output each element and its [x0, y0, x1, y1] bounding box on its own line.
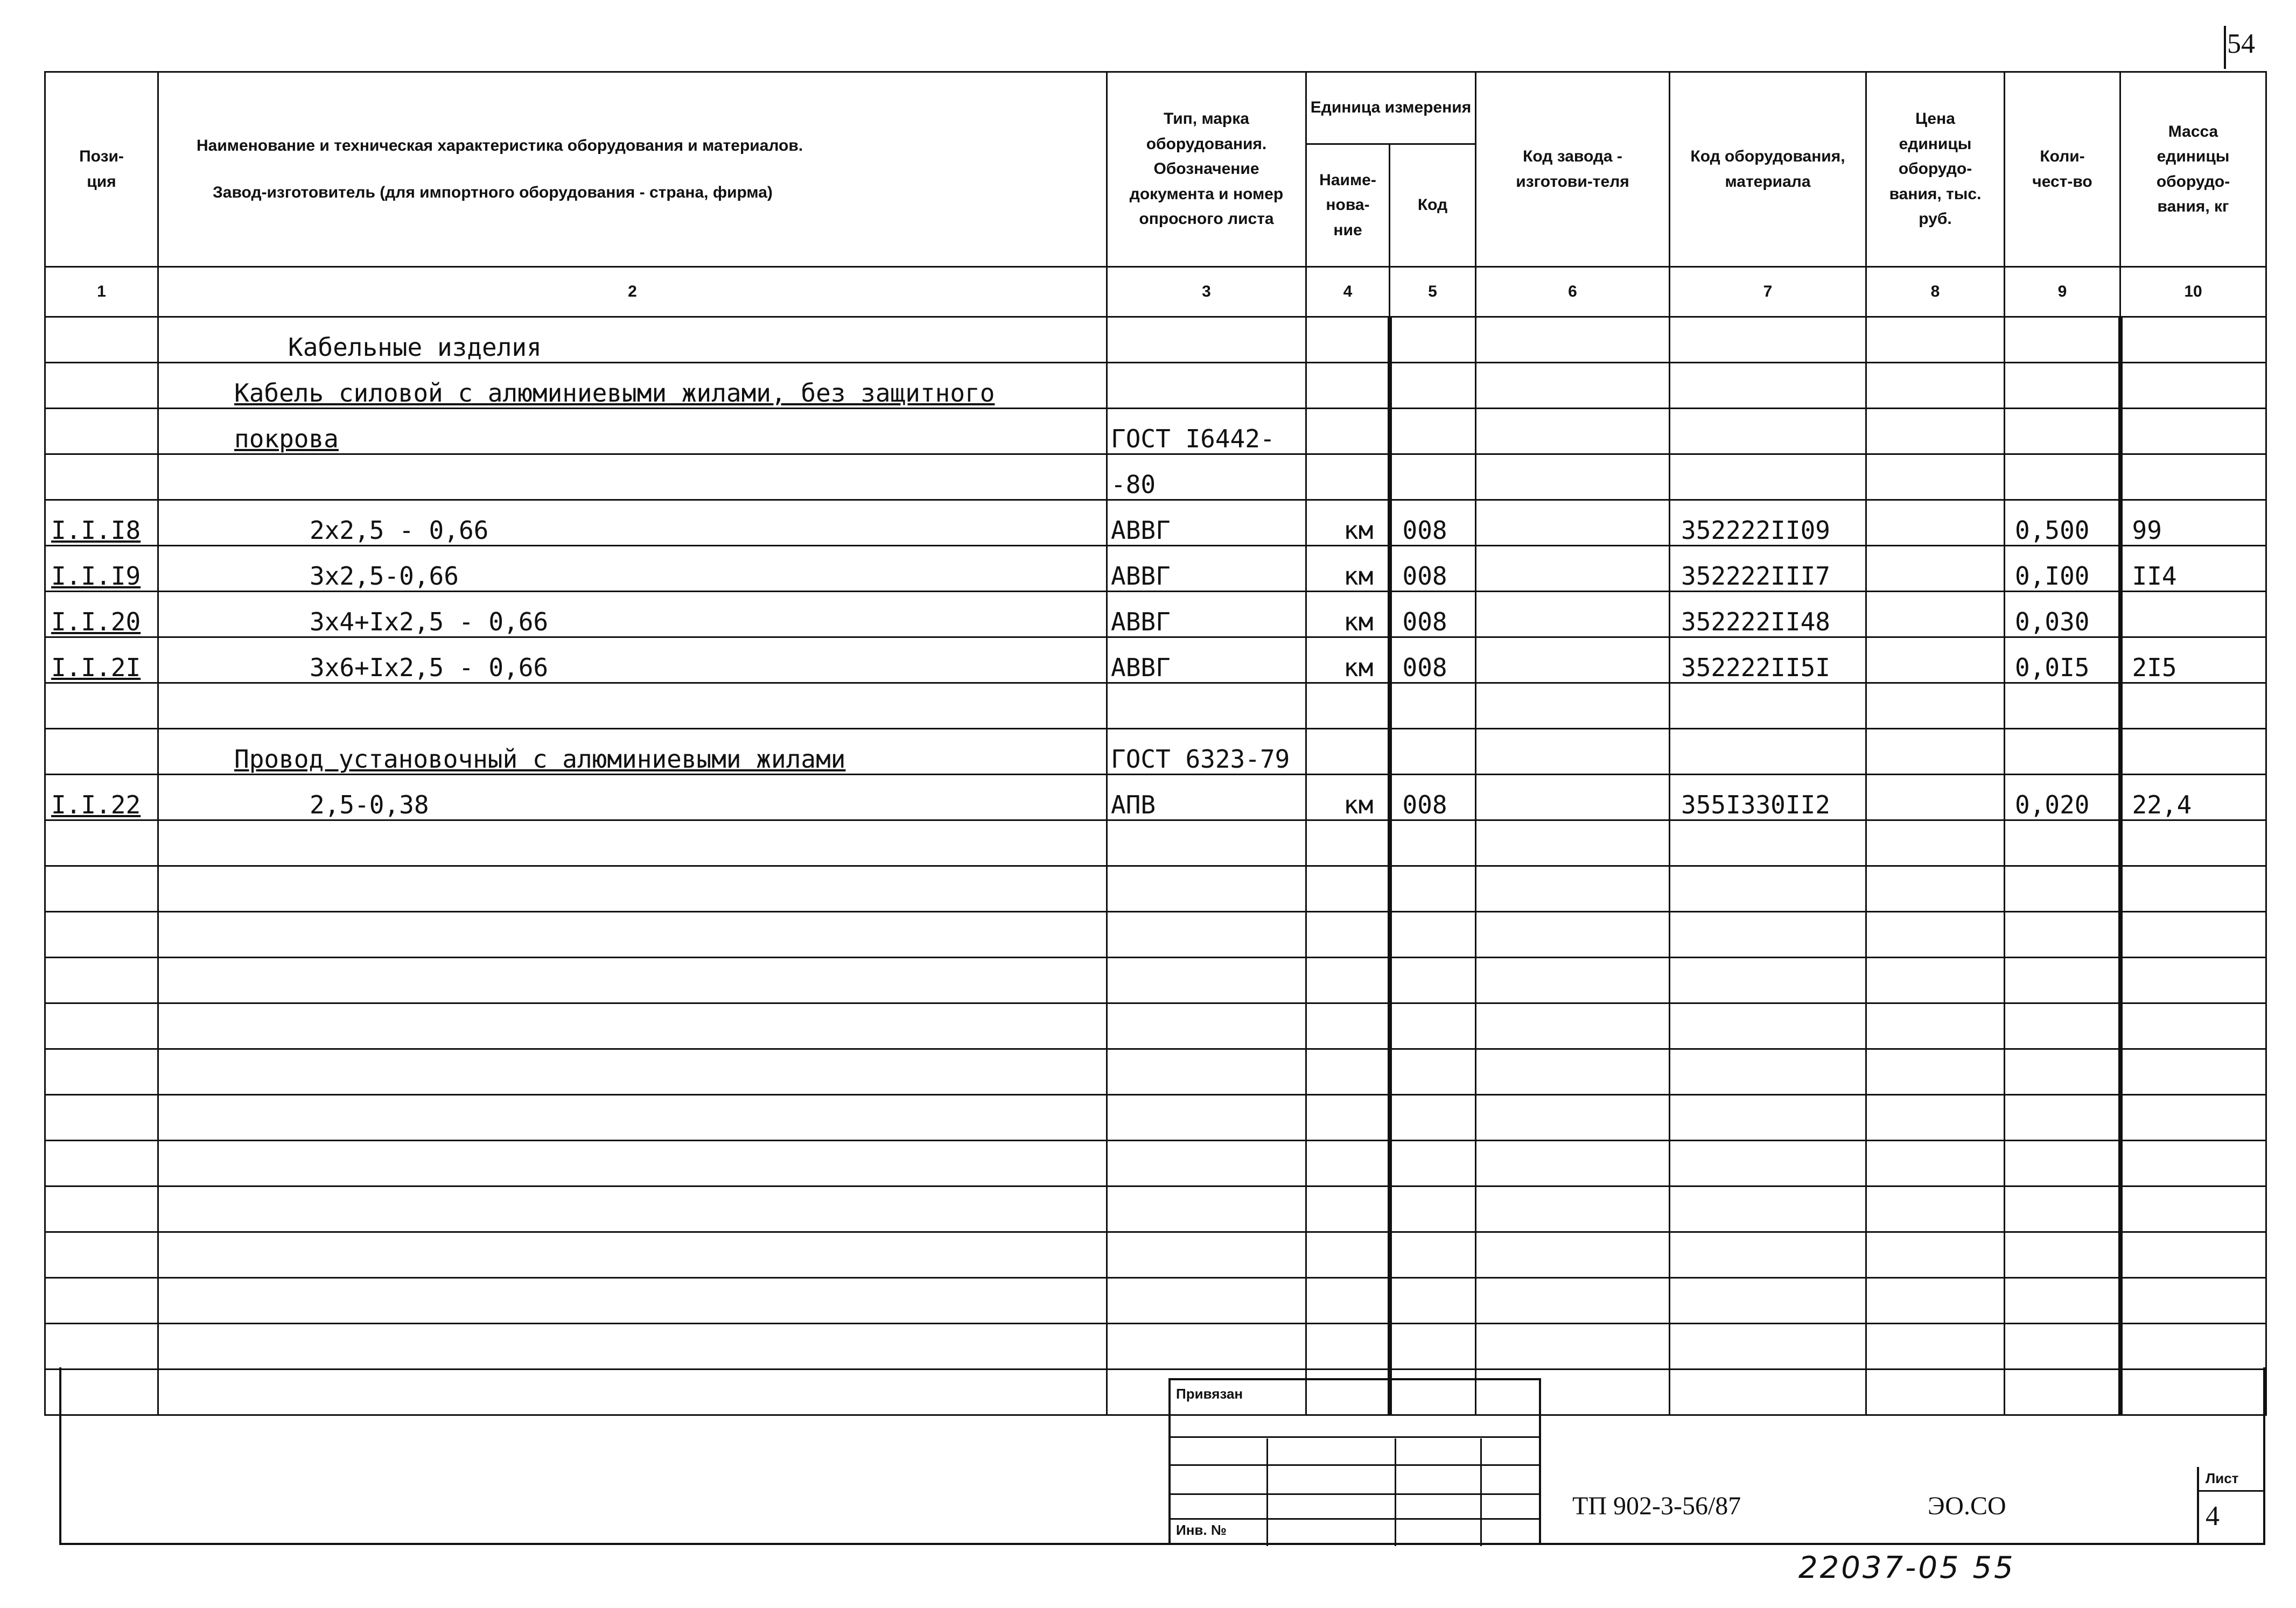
cell-ucode	[1390, 454, 1476, 500]
cell-name	[158, 820, 1107, 866]
cell-qty	[2005, 1141, 2120, 1186]
cell-fcode	[1476, 317, 1670, 363]
cell-code: 352222II09	[1670, 500, 1866, 546]
cell-code	[1670, 866, 1866, 912]
header-factory-code: Код завода - изготови-теля	[1476, 72, 1670, 267]
cell-unit	[1306, 1003, 1390, 1049]
cell-type: АВВГ	[1107, 592, 1306, 637]
cell-mass	[2120, 1324, 2266, 1370]
cell-mass	[2120, 1141, 2266, 1186]
empty-row	[45, 1278, 2266, 1324]
handwritten-number: 22037-05 55	[1798, 1550, 2015, 1585]
cell-name: Кабельные изделия	[158, 317, 1107, 363]
sheet-number: 4	[2206, 1501, 2220, 1532]
empty-row	[45, 958, 2266, 1003]
cell-type: АВВГ	[1107, 637, 1306, 683]
cell-qty	[2005, 1278, 2120, 1324]
cell-code: 352222II5I	[1670, 637, 1866, 683]
col-num-7: 7	[1670, 267, 1866, 317]
empty-row	[45, 1095, 2266, 1141]
stamp-line	[1171, 1493, 1539, 1495]
cell-name	[158, 1186, 1107, 1232]
cell-mass: 2I5	[2120, 637, 2266, 683]
cell-fcode	[1476, 500, 1670, 546]
cell-fcode	[1476, 363, 1670, 409]
cell-unit	[1306, 1141, 1390, 1186]
cell-pos	[45, 683, 158, 729]
header-position: Пози- ция	[45, 72, 158, 267]
cell-code	[1670, 1049, 1866, 1095]
col-num-5: 5	[1390, 267, 1476, 317]
cell-mass	[2120, 454, 2266, 500]
cell-name: 3х4+Iх2,5 - 0,66	[158, 592, 1107, 637]
cell-fcode	[1476, 683, 1670, 729]
cell-mass	[2120, 1049, 2266, 1095]
cell-mass	[2120, 1186, 2266, 1232]
table-row	[45, 409, 2266, 454]
inventory-label: Инв. №	[1176, 1522, 1227, 1538]
table-row	[45, 775, 2266, 820]
cell-qty	[2005, 1095, 2120, 1141]
cell-pos: I.I.I8	[45, 500, 158, 546]
cell-qty	[2005, 1232, 2120, 1278]
stamp-line	[1171, 1436, 1539, 1438]
cell-code	[1670, 1232, 1866, 1278]
cell-pos	[45, 1232, 158, 1278]
cell-qty	[2005, 1324, 2120, 1370]
specification-table	[44, 71, 2267, 1416]
cell-pos	[45, 363, 158, 409]
cell-unit	[1306, 1232, 1390, 1278]
empty-row	[45, 912, 2266, 958]
col-num-10: 10	[2120, 267, 2266, 317]
cell-name	[158, 683, 1107, 729]
cell-name	[158, 1049, 1107, 1095]
cell-name: 3х6+Iх2,5 - 0,66	[158, 637, 1107, 683]
cell-name	[158, 866, 1107, 912]
cell-price	[1866, 500, 2005, 546]
cell-fcode	[1476, 1186, 1670, 1232]
cell-fcode	[1476, 820, 1670, 866]
cell-code: 352222III7	[1670, 546, 1866, 592]
cell-ucode: 008	[1390, 546, 1476, 592]
cell-mass	[2120, 1232, 2266, 1278]
cell-qty	[2005, 1003, 2120, 1049]
cell-type	[1107, 683, 1306, 729]
cell-price	[1866, 1003, 2005, 1049]
cell-fcode	[1476, 409, 1670, 454]
binding-stamp	[1168, 1378, 1541, 1545]
cell-ucode: 008	[1390, 637, 1476, 683]
cell-ucode	[1390, 912, 1476, 958]
cell-unit	[1306, 363, 1390, 409]
header-description-line1: Наименование и техническая характеристика оборудования и материалов.	[197, 137, 803, 155]
cell-qty	[2005, 363, 2120, 409]
table-row	[45, 592, 2266, 637]
col-num-4: 4	[1306, 267, 1390, 317]
cell-type: АПВ	[1107, 775, 1306, 820]
cell-unit	[1306, 317, 1390, 363]
cell-pos	[45, 409, 158, 454]
cell-price	[1866, 1324, 2005, 1370]
cell-mass	[2120, 729, 2266, 775]
stamp-divider	[1395, 1438, 1396, 1546]
cell-unit	[1306, 1095, 1390, 1141]
cell-code	[1670, 683, 1866, 729]
cell-pos	[45, 1324, 158, 1370]
cell-mass	[2120, 912, 2266, 958]
cell-pos: I.I.20	[45, 592, 158, 637]
cell-price	[1866, 1186, 2005, 1232]
stamp-divider	[1266, 1438, 1268, 1546]
header-description	[158, 72, 1107, 267]
cell-price	[1866, 729, 2005, 775]
cell-code	[1670, 1003, 1866, 1049]
cell-unit	[1306, 1186, 1390, 1232]
cell-ucode	[1390, 1186, 1476, 1232]
cell-name: 2х2,5 - 0,66	[158, 500, 1107, 546]
cell-pos: I.I.2I	[45, 637, 158, 683]
cell-unit: км	[1306, 637, 1390, 683]
cell-unit	[1306, 1324, 1390, 1370]
cell-ucode	[1390, 866, 1476, 912]
cell-type	[1107, 912, 1306, 958]
cell-mass	[2120, 820, 2266, 866]
cell-unit: км	[1306, 500, 1390, 546]
sheet-label: Лист	[2199, 1467, 2265, 1492]
page-number: 54	[2227, 29, 2255, 59]
cell-ucode	[1390, 729, 1476, 775]
cell-name	[158, 1278, 1107, 1324]
cell-pos	[45, 729, 158, 775]
cell-ucode	[1390, 1141, 1476, 1186]
cell-type	[1107, 363, 1306, 409]
stamp-line	[1171, 1518, 1539, 1520]
header-quantity: Коли-чест-во	[2005, 72, 2120, 267]
cell-name: покрова	[158, 409, 1107, 454]
empty-row	[45, 1003, 2266, 1049]
cell-type	[1107, 1141, 1306, 1186]
cell-price	[1866, 820, 2005, 866]
cell-price	[1866, 1141, 2005, 1186]
cell-qty	[2005, 409, 2120, 454]
cell-type	[1107, 1232, 1306, 1278]
cell-pos: I.I.22	[45, 775, 158, 820]
cell-pos	[45, 454, 158, 500]
cell-unit	[1306, 454, 1390, 500]
cell-qty	[2005, 317, 2120, 363]
cell-price	[1866, 409, 2005, 454]
cell-name: 2,5-0,38	[158, 775, 1107, 820]
header-unit-code: Код	[1390, 144, 1476, 267]
cell-unit	[1306, 866, 1390, 912]
cell-mass: II4	[2120, 546, 2266, 592]
cell-ucode	[1390, 1324, 1476, 1370]
col-num-3: 3	[1107, 267, 1306, 317]
cell-qty	[2005, 1049, 2120, 1095]
cell-type: ГОСТ I6442-	[1107, 409, 1306, 454]
cell-qty: 0,500	[2005, 500, 2120, 546]
empty-row	[45, 820, 2266, 866]
cell-fcode	[1476, 866, 1670, 912]
table-row	[45, 729, 2266, 775]
header-description-line2: Завод-изготовитель (для импортного оборудования - страна, фирма)	[213, 183, 773, 201]
cell-name	[158, 1003, 1107, 1049]
empty-row	[45, 1186, 2266, 1232]
empty-row	[45, 1049, 2266, 1095]
cell-code	[1670, 409, 1866, 454]
cell-qty	[2005, 683, 2120, 729]
cell-price	[1866, 363, 2005, 409]
cell-code	[1670, 1278, 1866, 1324]
cell-pos	[45, 1141, 158, 1186]
cell-type	[1107, 958, 1306, 1003]
cell-fcode	[1476, 958, 1670, 1003]
cell-qty: 0,0I5	[2005, 637, 2120, 683]
cell-name	[158, 1232, 1107, 1278]
cell-code: 355I330II2	[1670, 775, 1866, 820]
cell-code	[1670, 1324, 1866, 1370]
cell-qty	[2005, 912, 2120, 958]
cell-qty	[2005, 820, 2120, 866]
table-body	[45, 317, 2266, 1415]
cell-fcode	[1476, 1232, 1670, 1278]
cell-type	[1107, 1324, 1306, 1370]
cell-unit	[1306, 729, 1390, 775]
sheet-box	[2197, 1467, 2265, 1545]
cell-ucode	[1390, 958, 1476, 1003]
cell-type	[1107, 1278, 1306, 1324]
cell-pos	[45, 866, 158, 912]
cell-unit	[1306, 958, 1390, 1003]
cell-name	[158, 454, 1107, 500]
cell-ucode	[1390, 1232, 1476, 1278]
cell-code	[1670, 1186, 1866, 1232]
cell-price	[1866, 1049, 2005, 1095]
cell-unit	[1306, 1278, 1390, 1324]
cell-qty	[2005, 454, 2120, 500]
cell-mass	[2120, 958, 2266, 1003]
cell-ucode	[1390, 409, 1476, 454]
cell-unit	[1306, 1049, 1390, 1095]
header-type: Тип, марка оборудования. Обозначение документа и номер опросного листа	[1107, 72, 1306, 267]
cell-fcode	[1476, 1141, 1670, 1186]
col-num-2: 2	[158, 267, 1107, 317]
empty-row	[45, 1141, 2266, 1186]
cell-type	[1107, 866, 1306, 912]
cell-code	[1670, 912, 1866, 958]
cell-unit	[1306, 912, 1390, 958]
cell-code	[1670, 454, 1866, 500]
cell-price	[1866, 912, 2005, 958]
cell-name	[158, 1095, 1107, 1141]
col-num-9: 9	[2005, 267, 2120, 317]
table-row	[45, 363, 2266, 409]
cell-price	[1866, 958, 2005, 1003]
cell-fcode	[1476, 454, 1670, 500]
cell-type	[1107, 1095, 1306, 1141]
page-number-divider	[2224, 26, 2226, 69]
cell-unit	[1306, 683, 1390, 729]
cell-type: АВВГ	[1107, 546, 1306, 592]
cell-code: 352222II48	[1670, 592, 1866, 637]
cell-type	[1107, 820, 1306, 866]
cell-price	[1866, 592, 2005, 637]
cell-price	[1866, 637, 2005, 683]
document-code: ТП 902-3-56/87	[1572, 1492, 1741, 1520]
table-row	[45, 637, 2266, 683]
cell-pos: I.I.I9	[45, 546, 158, 592]
cell-type	[1107, 1186, 1306, 1232]
cell-mass	[2120, 683, 2266, 729]
cell-code	[1670, 1095, 1866, 1141]
table-row	[45, 683, 2266, 729]
cell-mass	[2120, 1003, 2266, 1049]
cell-qty: 0,020	[2005, 775, 2120, 820]
cell-ucode	[1390, 1278, 1476, 1324]
stamp-label: Привязан	[1176, 1386, 1243, 1402]
cell-qty	[2005, 729, 2120, 775]
header-equipment-code: Код оборудования, материала	[1670, 72, 1866, 267]
cell-price	[1866, 1232, 2005, 1278]
cell-fcode	[1476, 912, 1670, 958]
cell-unit	[1306, 409, 1390, 454]
empty-row	[45, 1324, 2266, 1370]
cell-pos	[45, 1095, 158, 1141]
cell-type: ГОСТ 6323-79	[1107, 729, 1306, 775]
cell-pos	[45, 958, 158, 1003]
cell-pos	[45, 820, 158, 866]
cell-pos	[45, 1186, 158, 1232]
cell-ucode: 008	[1390, 775, 1476, 820]
cell-ucode	[1390, 1095, 1476, 1141]
cell-fcode	[1476, 775, 1670, 820]
col-num-1: 1	[45, 267, 158, 317]
cell-type	[1107, 1049, 1306, 1095]
table-row	[45, 317, 2266, 363]
cell-name	[158, 1141, 1107, 1186]
cell-price	[1866, 683, 2005, 729]
cell-mass	[2120, 592, 2266, 637]
cell-code	[1670, 363, 1866, 409]
sheet-code: ЭО.СО	[1928, 1492, 2006, 1520]
cell-mass	[2120, 866, 2266, 912]
cell-fcode	[1476, 592, 1670, 637]
cell-pos	[45, 1278, 158, 1324]
header-unit-group: Единица измерения	[1306, 72, 1476, 144]
cell-fcode	[1476, 637, 1670, 683]
cell-mass: 22,4	[2120, 775, 2266, 820]
cell-unit: км	[1306, 592, 1390, 637]
table-row	[45, 454, 2266, 500]
header-mass: Масса единицы оборудо-вания, кг	[2120, 72, 2266, 267]
cell-ucode	[1390, 683, 1476, 729]
cell-code	[1670, 729, 1866, 775]
cell-price	[1866, 1278, 2005, 1324]
cell-name: Кабель силовой с алюминиевыми жилами, без защитного	[158, 363, 1107, 409]
table-row	[45, 500, 2266, 546]
stamp-divider	[1480, 1438, 1482, 1546]
cell-fcode	[1476, 546, 1670, 592]
cell-name	[158, 912, 1107, 958]
cell-qty: 0,I00	[2005, 546, 2120, 592]
stamp-line	[1171, 1464, 1539, 1466]
cell-code	[1670, 1141, 1866, 1186]
cell-mass: 99	[2120, 500, 2266, 546]
col-num-6: 6	[1476, 267, 1670, 317]
cell-price	[1866, 866, 2005, 912]
cell-pos	[45, 1049, 158, 1095]
cell-ucode	[1390, 317, 1476, 363]
cell-price	[1866, 775, 2005, 820]
cell-unit	[1306, 820, 1390, 866]
col-num-8: 8	[1866, 267, 2005, 317]
cell-mass	[2120, 317, 2266, 363]
cell-code	[1670, 317, 1866, 363]
cell-name: Провод установочный с алюминиевыми жилами	[158, 729, 1107, 775]
cell-code	[1670, 820, 1866, 866]
cell-fcode	[1476, 1095, 1670, 1141]
cell-ucode	[1390, 820, 1476, 866]
header-unit-name: Наиме-нова-ние	[1306, 144, 1390, 267]
cell-qty	[2005, 1186, 2120, 1232]
empty-row	[45, 866, 2266, 912]
cell-fcode	[1476, 1324, 1670, 1370]
cell-name	[158, 958, 1107, 1003]
cell-qty	[2005, 866, 2120, 912]
cell-fcode	[1476, 729, 1670, 775]
cell-ucode: 008	[1390, 500, 1476, 546]
cell-unit: км	[1306, 775, 1390, 820]
cell-ucode: 008	[1390, 592, 1476, 637]
cell-fcode	[1476, 1049, 1670, 1095]
cell-price	[1866, 454, 2005, 500]
table-row	[45, 546, 2266, 592]
cell-ucode	[1390, 1049, 1476, 1095]
cell-pos	[45, 317, 158, 363]
cell-mass	[2120, 1278, 2266, 1324]
cell-qty	[2005, 958, 2120, 1003]
cell-unit: км	[1306, 546, 1390, 592]
cell-pos	[45, 1003, 158, 1049]
cell-fcode	[1476, 1003, 1670, 1049]
cell-price	[1866, 1095, 2005, 1141]
cell-type	[1107, 317, 1306, 363]
cell-mass	[2120, 363, 2266, 409]
cell-name: 3х2,5-0,66	[158, 546, 1107, 592]
cell-price	[1866, 546, 2005, 592]
cell-mass	[2120, 409, 2266, 454]
cell-pos	[45, 912, 158, 958]
header-price: Цена единицы оборудо-вания, тыс. руб.	[1866, 72, 2005, 267]
cell-ucode	[1390, 363, 1476, 409]
cell-mass	[2120, 1095, 2266, 1141]
cell-name	[158, 1324, 1107, 1370]
cell-type	[1107, 1003, 1306, 1049]
cell-type: АВВГ	[1107, 500, 1306, 546]
cell-fcode	[1476, 1278, 1670, 1324]
cell-qty: 0,030	[2005, 592, 2120, 637]
cell-ucode	[1390, 1003, 1476, 1049]
cell-price	[1866, 317, 2005, 363]
empty-row	[45, 1232, 2266, 1278]
cell-type: -80	[1107, 454, 1306, 500]
cell-code	[1670, 958, 1866, 1003]
